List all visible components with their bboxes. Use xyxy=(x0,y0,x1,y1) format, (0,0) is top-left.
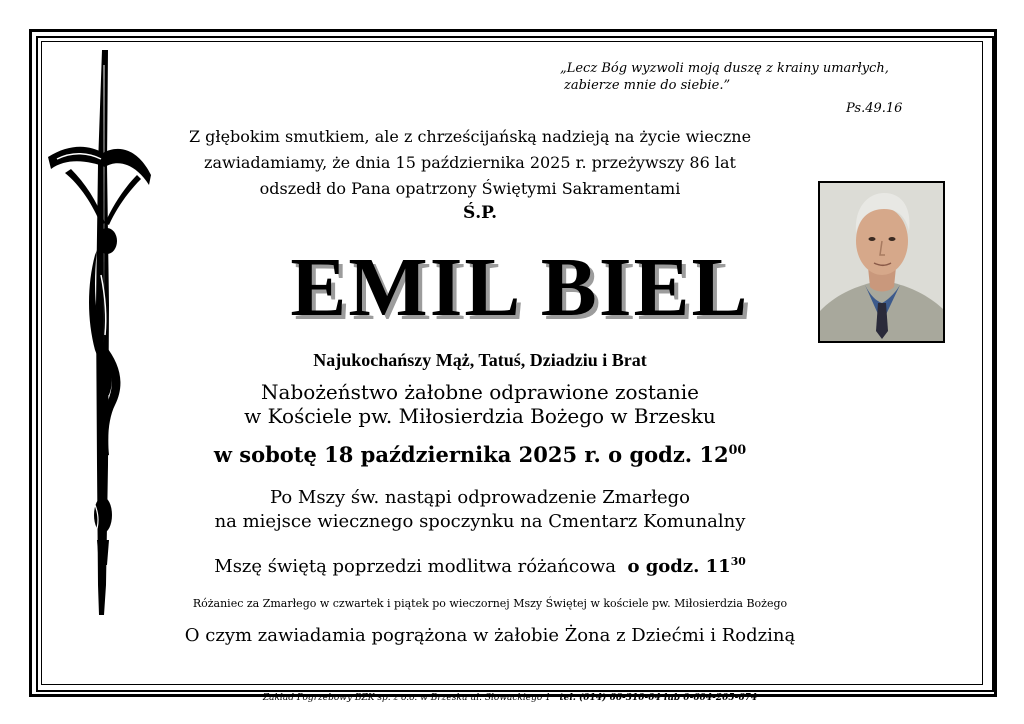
rosary-note: Różaniec za Zmarłego w czwartek i piątek po wieczornej Mszy Świętej w kościele pw. Miłosierdzia Bożego xyxy=(192,597,788,610)
after-mass-line-2: na miejsce wiecznego spoczynku na Cmentarz Komunalny xyxy=(214,511,746,532)
rosary-text: Mszę świętą poprzedzi modlitwa różańcowa xyxy=(214,556,616,577)
service-text xyxy=(180,380,780,428)
service-line-1: Nabożeństwo żałobne odprawione zostanie xyxy=(261,380,699,404)
rosary-line xyxy=(180,556,780,577)
rosary-time: o godz. 11 xyxy=(627,556,731,577)
rosary-time-minutes: 30 xyxy=(730,555,746,568)
after-mass-text xyxy=(180,486,780,534)
quote-line-2: zabierze mnie do siebie.” xyxy=(564,78,731,93)
honorific: Ś.P. xyxy=(462,203,498,223)
intro-line-1: Z głębokim smutkiem, ale z chrześcijańską nadzieją na życie wieczne xyxy=(188,127,752,146)
quote-reference: Ps.49.16 xyxy=(846,101,903,116)
crucifix-icon xyxy=(45,45,155,625)
intro-line-2: zawiadamiamy, że dnia 15 października 2025 r. przeżywszy 86 lat xyxy=(204,153,736,172)
relation-line: Najukochańszy Mąż, Tatuś, Dziadziu i Brat xyxy=(313,350,647,370)
funeral-date-text: w sobotę 18 października 2025 r. o godz. 12 xyxy=(213,442,729,467)
after-mass-line-1: Po Mszy św. nastąpi odprowadzenie Zmarłego xyxy=(269,487,691,508)
intro-line-3: odszedł do Pana opatrzony Świętymi Sakramentami xyxy=(259,179,681,198)
bible-quote xyxy=(560,60,920,94)
footer xyxy=(230,693,790,703)
intro-text xyxy=(140,124,800,202)
closing-line: O czym zawiadamia pogrążona w żałobie Żona z Dziećmi i Rodziną xyxy=(184,625,796,646)
portrait-image xyxy=(820,183,943,341)
footer-company: Zakład Pogrzebowy BZK sp. z o.o. w Brzesku ul. Słowackiego 1 xyxy=(262,693,551,703)
portrait-photo xyxy=(818,181,945,343)
deceased-name: EMIL BIEL xyxy=(290,241,750,334)
service-line-2: w Kościele pw. Miłosierdzia Bożego w Brzesku xyxy=(244,404,716,428)
quote-line-1: „Lecz Bóg wyzwoli moją duszę z krainy umarłych, xyxy=(560,61,889,76)
funeral-time-minutes: 00 xyxy=(728,442,747,457)
funeral-date xyxy=(150,442,810,467)
footer-phone: tel. (014) 66-310-04 lub 0-604-205-674 xyxy=(559,693,758,703)
